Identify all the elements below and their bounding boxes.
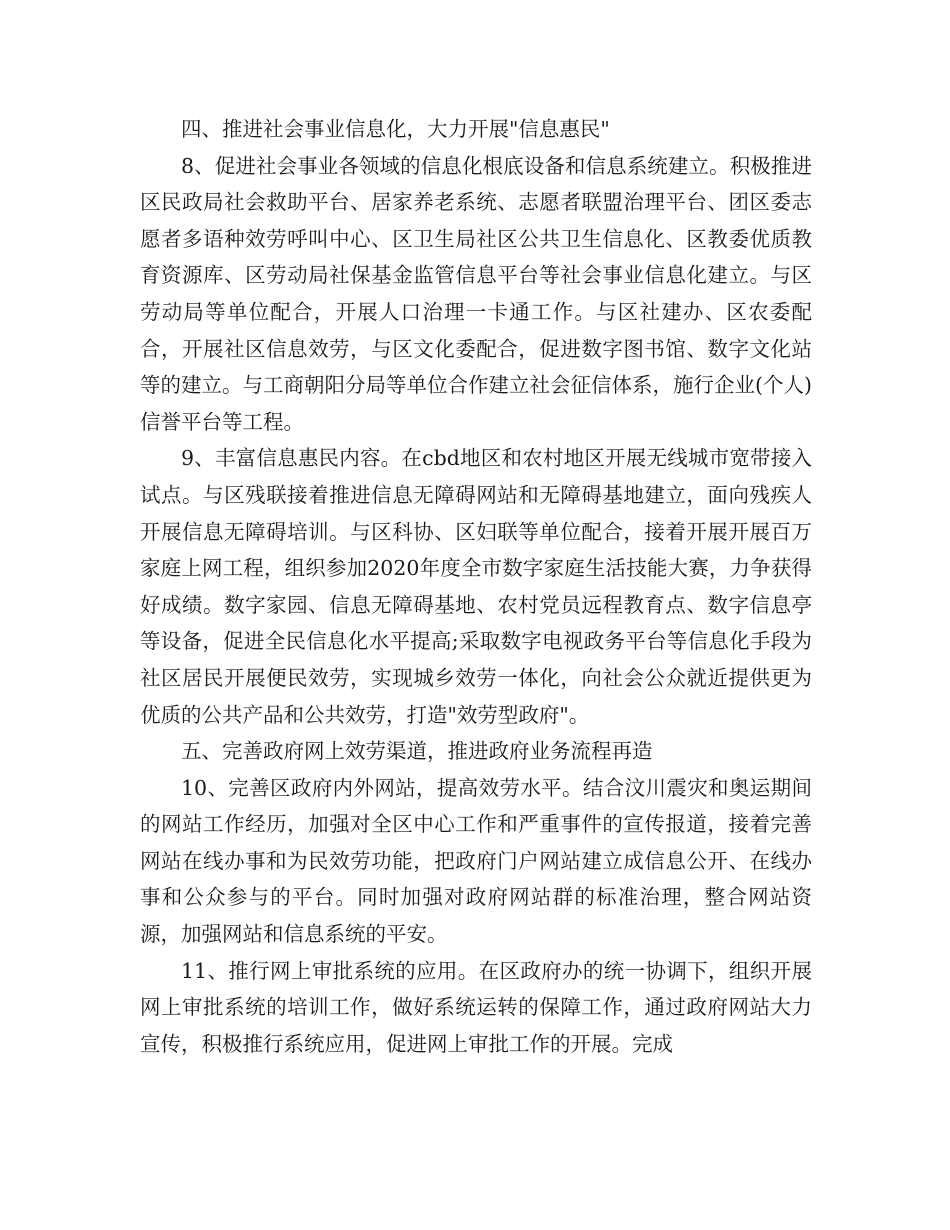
- document-body: [140, 111, 812, 1062]
- section-heading-4: 四、推进社会事业信息化，大力开展"信息惠民": [181, 117, 610, 141]
- paragraph-item-10: 10、完善区政府内外网站，提高效劳水平。结合汶川震灾和奥运期间的网站工作经历，加强对全区中心工作和严重事件的宣传报道，接着完善网站在线办事和为民效劳功能，把政府门户网站建立成信息公开、在线办事和公众参与的平台。同时加强对政府网站群的标准治理，整合网站资源，加强网站和信息系统的平安。: [140, 775, 812, 947]
- paragraph-item-8: 8、促进社会事业各领域的信息化根底设备和信息系统建立。积极推进区民政局社会救助平台、居家养老系统、志愿者联盟治理平台、团区委志愿者多语种效劳呼叫中心、区卫生局社区公共卫生信息化、区教委优质教育资源库、区劳动局社保基金监管信息平台等社会事业信息化建立。与区劳动局等单位配合，开展人口治理一卡通工作。与区社建办、区农委配合，开展社区信息效劳，与区文化委配合，促进数字图书馆、数字文化站等的建立。与工商朝阳分局等单位合作建立社会征信体系，施行企业(个人)信誉平台等工程。: [140, 153, 812, 434]
- paragraph-item-9: 9、丰富信息惠民内容。在cbd地区和农村地区开展无线城市宽带接入试点。与区残联接着推进信息无障碍网站和无障碍基地建立，面向残疾人开展信息无障碍培训。与区科协、区妇联等单位配合，接着开展开展百万家庭上网工程，组织参加2020年度全市数字家庭生活技能大赛，力争获得好成绩。数字家园、信息无障碍基地、农村党员远程教育点、数字信息亭等设备，促进全民信息化水平提高;采取数字电视政务平台等信息化手段为社区居民开展便民效劳，实现城乡效劳一体化，向社会公众就近提供更为优质的公共产品和公共效劳，打造"效劳型政府"。: [140, 446, 812, 727]
- section-heading-5: 五、完善政府网上效劳渠道，推进政府业务流程再造: [181, 739, 653, 764]
- paragraph-item-11: 11、推行网上审批系统的应用。在区政府办的统一协调下，组织开展网上审批系统的培训工作，做好系统运转的保障工作，通过政府网站大力宣传，积极推行系统应用，促进网上审批工作的开展。完成: [140, 958, 812, 1056]
